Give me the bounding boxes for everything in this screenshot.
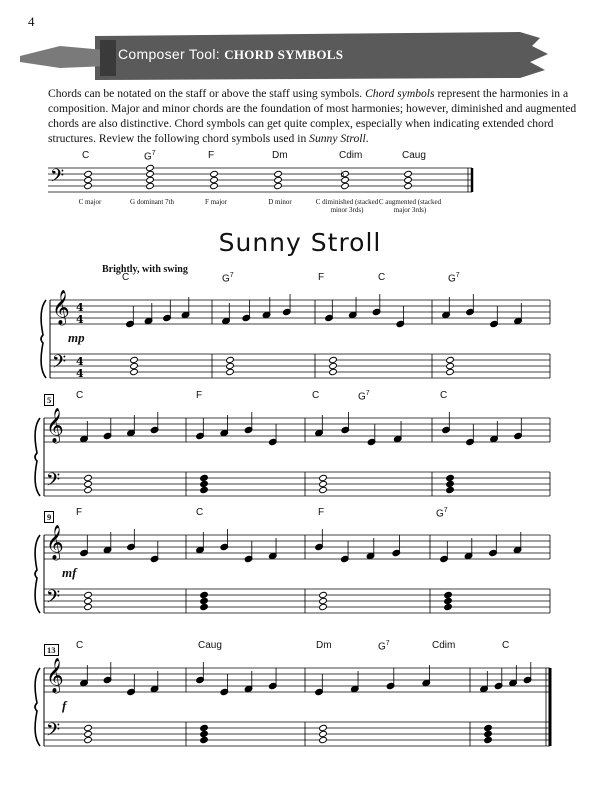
measure-number: 5 [44,394,54,406]
bass-clef: 𝄢 [50,166,65,191]
tempo-marking: Brightly, with swing [102,264,188,275]
notehead [446,486,455,493]
bass-clef: 𝄢 [46,470,61,495]
reference-chord-name: G dominant 7th [130,198,174,206]
notehead [319,597,328,604]
reference-chord-name: C diminished (stacked minor 3rds) [315,198,379,214]
song-chord-symbol: Dm [316,640,332,651]
notehead [329,362,338,369]
song-chord-symbol: C [312,390,320,401]
notehead [200,591,209,598]
bass-clef: 𝄢 [52,352,67,377]
song-chord-symbol: $G^7$ [448,272,460,285]
song-chord-symbol: $G^7$ [222,272,234,285]
treble-clef: 𝄞 [52,290,70,325]
notehead [146,170,155,177]
reference-chord-name: F major [205,198,227,206]
reference-chord-name: C major [78,198,102,206]
intro-text-1: Chords can be notated on the staff or above the staff using symbols. [48,87,363,100]
notehead [146,182,155,189]
banner-topic: CHORD SYMBOLS [224,47,344,62]
dynamic-marking: mp [68,330,85,345]
time-signature: 4 [76,301,84,314]
page-number: 4 [28,14,35,29]
notehead [319,724,328,731]
notehead [84,603,93,610]
reference-chord-symbol: F [208,150,215,161]
notehead [226,362,235,369]
song-chord-symbol: $G^7$ [358,390,370,403]
reference-chord-name: D minor [268,198,292,206]
notehead [200,724,209,731]
reference-chord-symbol: Dm [272,150,288,161]
notehead [84,474,93,481]
time-signature: 4 [76,367,84,380]
notehead [484,730,493,737]
brace [35,418,40,496]
intro-text-4: Sunny Stroll [309,132,366,145]
notehead [319,730,328,737]
reference-chord-symbol: C [82,150,90,161]
notehead [130,362,139,369]
treble-clef: 𝄞 [46,525,64,560]
notehead [200,474,209,481]
intro-text-2: Chord symbols [365,87,435,100]
notehead [484,724,493,731]
notehead [319,591,328,598]
notehead [274,176,283,183]
song-chord-symbol: C [502,640,510,651]
notehead [274,170,283,177]
song-chord-symbol: C [122,272,130,283]
notehead [404,182,413,189]
notehead [210,170,219,177]
notehead [84,591,93,598]
notehead [446,368,455,375]
song-chord-symbol: F [318,272,325,283]
notehead [84,170,93,177]
treble-clef: 𝄞 [46,408,64,443]
notehead [319,603,328,610]
bass-clef: 𝄢 [46,587,61,612]
song-chord-symbol: C [378,272,386,283]
song-chord-symbol: Cdim [432,640,456,651]
notehead [84,176,93,183]
intro-text-3: represent the harmonies in a composition. Major and minor chords are the foundation of most harmonies; however, diminished and augmented chords are also distinctive. Chord symbols can get quite complex, especially when indicating extended chord structures. Review the following chord symbols used in [48,87,577,145]
notehead [84,724,93,731]
reference-chord-symbol: $G^7$ [144,150,156,163]
intro-text-5: . [365,132,369,145]
bass-clef: 𝄢 [46,720,61,745]
song-chord-symbol: F [318,507,325,518]
brace [35,668,40,746]
song-chord-symbol: C [76,390,84,401]
notehead [444,603,453,610]
banner-prefix: Composer Tool: [118,46,220,62]
notehead [210,182,219,189]
notehead [319,486,328,493]
notehead [200,736,209,743]
notehead [446,480,455,487]
notehead [84,736,93,743]
notehead [200,480,209,487]
brace [35,535,40,613]
song-chord-symbol: C [440,390,448,401]
notehead [200,730,209,737]
notehead [446,474,455,481]
notehead [319,474,328,481]
notehead [404,176,413,183]
notehead [274,182,283,189]
song-chord-symbol: F [196,390,203,401]
notehead [200,486,209,493]
dynamic-marking: mf [62,565,77,580]
notehead [200,603,209,610]
notehead [84,597,93,604]
measure-number: 13 [44,644,59,656]
song-chord-symbol: $G^7$ [378,640,390,653]
notehead [226,356,235,363]
notehead [444,591,453,598]
treble-clef: 𝄞 [46,658,64,693]
notehead [319,736,328,743]
notehead [84,730,93,737]
notehead [210,176,219,183]
notehead [146,176,155,183]
notehead [200,597,209,604]
notehead [146,164,155,171]
measure-number: 9 [44,511,54,523]
song-chord-symbol: Caug [198,640,222,651]
reference-chord-name: C augmented (stacked major 3rds) [378,198,442,214]
song-chord-symbol: $G^7$ [436,507,448,520]
notehead [404,170,413,177]
dynamic-marking: f [62,698,67,713]
flat-sign: ♭ [340,169,345,180]
notehead [319,480,328,487]
song-chord-symbol: C [196,507,204,518]
reference-chord-symbol: Caug [402,150,426,161]
notehead [84,486,93,493]
notehead [446,356,455,363]
song-chord-symbol: F [76,507,83,518]
notehead [84,480,93,487]
song-chord-symbol: C [76,640,84,651]
reference-chord-symbol: Cdim [339,150,363,161]
time-signature: 4 [76,355,84,368]
notehead [130,368,139,375]
notehead [446,362,455,369]
song-title: Sunny Stroll [218,228,382,257]
notehead [484,736,493,743]
notehead [329,368,338,375]
notehead [329,356,338,363]
notehead [84,182,93,189]
notehead [444,597,453,604]
notehead [130,356,139,363]
notehead [341,182,350,189]
notehead [226,368,235,375]
time-signature: 4 [76,313,84,326]
brace [41,300,46,378]
